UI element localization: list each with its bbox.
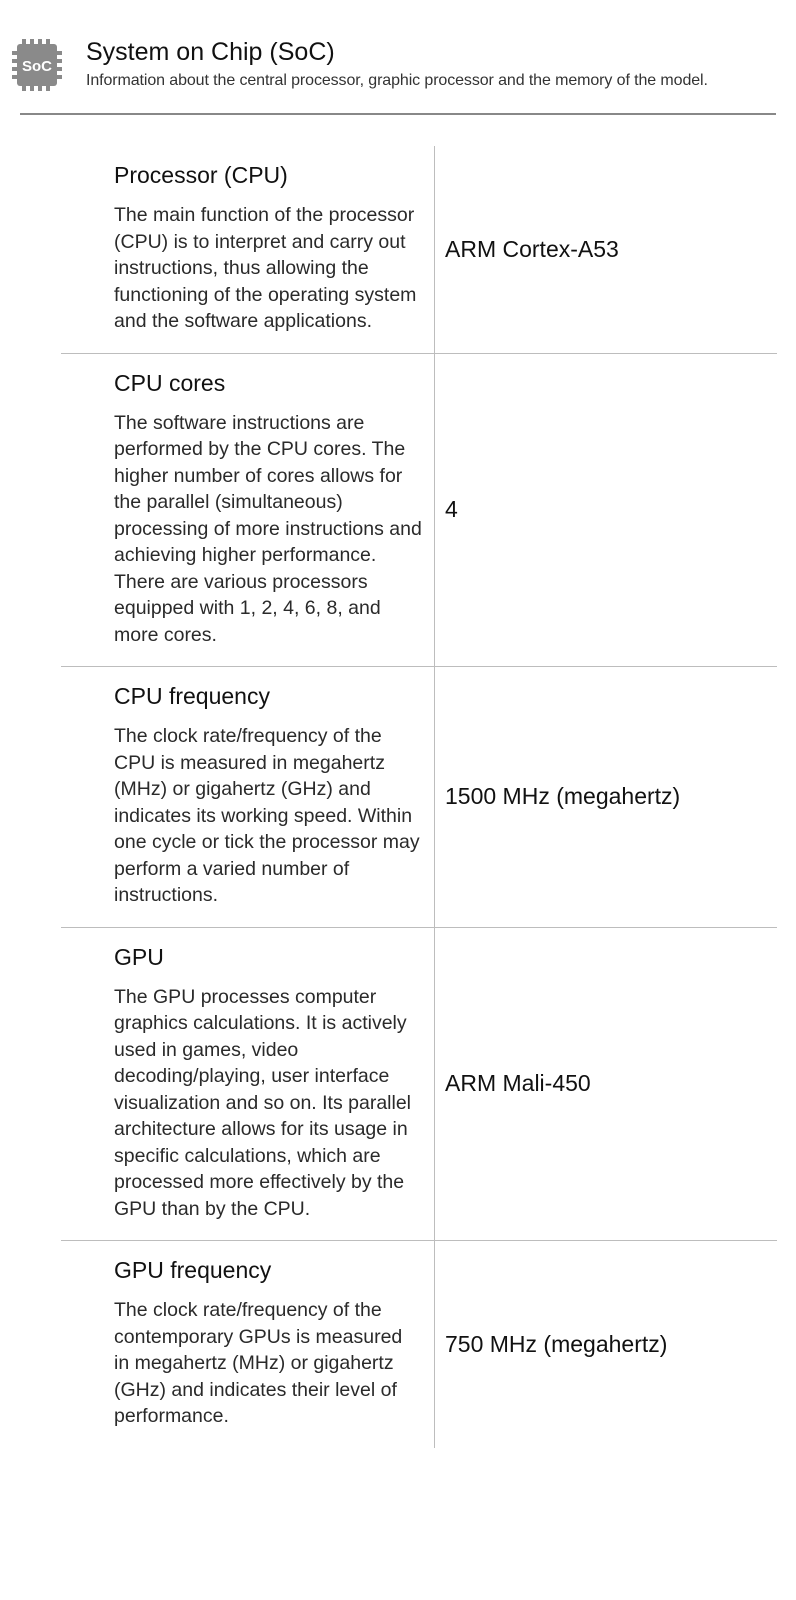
spec-name: Processor (CPU) xyxy=(114,162,288,188)
spec-description: The main function of the processor (CPU) is to interpret and carry out instructions, thus allowing the functioning of the operating system and the software applications. xyxy=(114,204,417,332)
section-subtitle: Information about the central processor, graphic processor and the memory of the model. xyxy=(86,72,708,89)
soc-icon-label: SoC xyxy=(22,58,52,75)
spec-label-cell xyxy=(61,928,435,1241)
spec-value: ARM Cortex-A53 xyxy=(445,235,619,262)
spec-value: 750 MHz (megahertz) xyxy=(445,1330,668,1357)
spec-row-gpu xyxy=(61,928,777,1242)
spec-description: The GPU processes computer graphics calculations. It is actively used in games, video decoding/playing, user interface visualization and so on. Its parallel architecture allows for its usage in specific calculations, which are processed more effectively by the GPU than by the CPU. xyxy=(114,985,412,1220)
spec-label-cell xyxy=(61,1241,435,1448)
spec-value: ARM Mali-450 xyxy=(445,1070,591,1097)
section-header xyxy=(0,0,796,116)
spec-label-cell xyxy=(61,667,435,927)
spec-row-cpu-frequency xyxy=(61,667,777,928)
spec-name: GPU xyxy=(114,943,164,970)
spec-name: GPU frequency xyxy=(114,1257,272,1283)
header-divider xyxy=(20,113,776,115)
spec-value: 4 xyxy=(445,496,458,523)
soc-chip-icon xyxy=(10,37,64,93)
spec-name: CPU cores xyxy=(114,369,226,396)
spec-row-cpu-cores xyxy=(61,354,777,668)
spec-label-cell xyxy=(61,354,435,667)
spec-row-cpu xyxy=(61,146,777,354)
section-title: System on Chip (SoC) xyxy=(86,38,335,66)
spec-description: The software instructions are performed by the CPU cores. The higher number of cores allows for the parallel (simultaneous) processing of more instructions and achieving higher performance. There are various processors equipped with 1, 2, 4, 6, 8, and more cores. xyxy=(114,411,422,646)
spec-description: The clock rate/frequency of the contemporary GPUs is measured in megahertz (MHz) or gigahertz (GHz) and indicates their level of performance. xyxy=(114,1299,403,1427)
spec-label-cell xyxy=(61,146,435,353)
spec-description: The clock rate/frequency of the CPU is measured in megahertz (MHz) or gigahertz (GHz) and indicates its working speed. Within one cycle or tick the processor may perform a varied number of instructions. xyxy=(114,725,420,906)
spec-row-gpu-frequency xyxy=(61,1241,777,1448)
spec-value: 1500 MHz (megahertz) xyxy=(445,783,681,810)
spec-name: CPU frequency xyxy=(114,683,270,709)
spec-table xyxy=(61,146,777,1448)
